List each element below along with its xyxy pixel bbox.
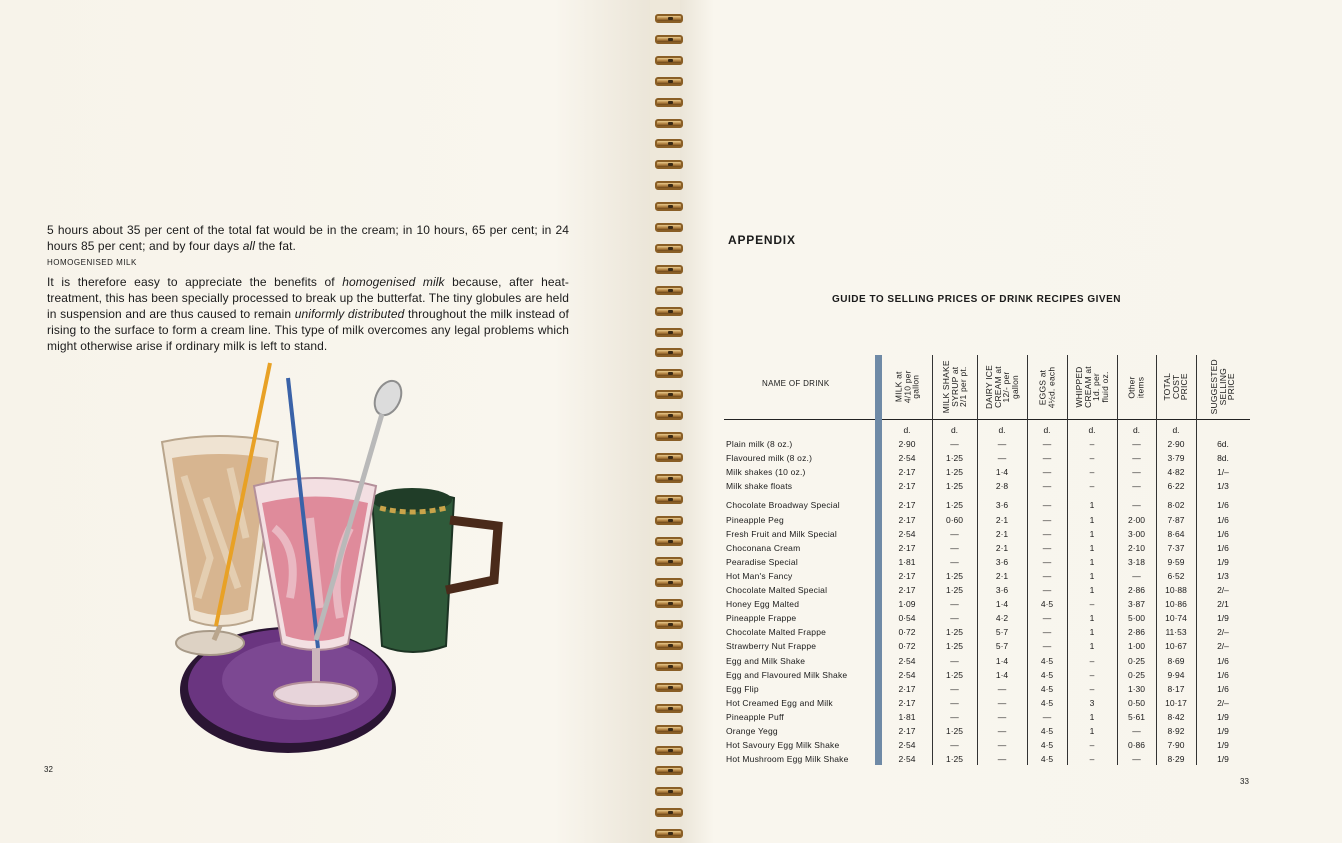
table-row [724, 451, 1250, 465]
table-cell: 0·25 [1127, 655, 1145, 666]
table-cell: 2·54 [898, 740, 916, 751]
table-cell: 2·17 [898, 570, 916, 581]
table-row [724, 555, 1250, 569]
page-number-right: 33 [1240, 777, 1249, 786]
drink-name: Plain milk (8 oz.) [726, 439, 793, 449]
table-cell: 1·25 [945, 500, 963, 511]
table-cell: 1/– [1217, 467, 1229, 478]
table-cell: 0·60 [945, 514, 963, 525]
table-row [724, 654, 1250, 668]
table-cell: — [1042, 556, 1052, 567]
column-header: SUGGESTED SELLING PRICE [1209, 359, 1237, 415]
table-cell: 1·25 [945, 754, 963, 765]
binding-coil [655, 557, 683, 566]
table-cell: 3·18 [1127, 556, 1145, 567]
drink-name: Hot Mushroom Egg Milk Shake [726, 754, 849, 765]
table-cell: 2·86 [1127, 627, 1145, 638]
table-cell: 1 [1089, 528, 1095, 539]
binding-coil [655, 265, 683, 274]
binding-coil [655, 14, 683, 23]
binding-coil [655, 411, 683, 420]
drink-name: Pineapple Puff [726, 711, 784, 722]
binding-coil [655, 495, 683, 504]
table-cell: 2·54 [898, 528, 916, 539]
unit-cell: d. [1043, 425, 1051, 435]
table-cell: — [1042, 467, 1052, 478]
name-of-drink-header: NAME OF DRINK [762, 379, 830, 388]
binding-coil [655, 390, 683, 399]
table-cell: 5·7 [995, 641, 1009, 652]
binding-coil [655, 704, 683, 713]
table-cell: — [950, 542, 959, 553]
binding-coil [655, 35, 683, 44]
binding-coil [655, 599, 683, 608]
table-cell: 4·5 [1040, 669, 1054, 680]
table-cell: 2·54 [898, 669, 916, 680]
table-cell: — [950, 613, 959, 624]
table-cell: 10·17 [1165, 697, 1187, 708]
table-row [724, 724, 1250, 738]
binding-coil [655, 662, 683, 671]
table-row [724, 696, 1250, 710]
table-cell: 1/6 [1217, 542, 1229, 553]
table-cell: — [1132, 754, 1141, 765]
table-cell: 1/6 [1217, 528, 1229, 539]
binding-coil [655, 746, 683, 755]
unit-cell: d. [950, 425, 959, 435]
table-cell: 3·00 [1127, 528, 1145, 539]
table-row [724, 479, 1250, 493]
table-cell: 10·74 [1165, 613, 1187, 624]
binding-coil [655, 139, 683, 148]
table-row [724, 498, 1250, 512]
table-cell: 7·37 [1167, 542, 1185, 553]
table-cell: 8·69 [1167, 655, 1185, 666]
price-table [724, 355, 1250, 767]
table-cell: 0·54 [898, 613, 916, 624]
table-cell: 1·09 [898, 599, 916, 610]
table-cell: 3·6 [995, 585, 1009, 595]
table-cell: 4·2 [995, 613, 1009, 624]
table-row [724, 527, 1250, 541]
table-cell: 1 [1089, 514, 1095, 525]
table-cell: — [1042, 641, 1052, 652]
table-cell: — [1132, 726, 1141, 736]
table-cell: 1/9 [1217, 613, 1229, 624]
column-header: MILK SHAKE SYRUP at 2/1 per pt. [940, 360, 968, 414]
table-cell: 2·8 [995, 481, 1009, 492]
table-cell: 1/9 [1217, 726, 1229, 736]
table-cell: 1·4 [995, 669, 1009, 680]
table-cell: 1·25 [945, 585, 963, 595]
unit-cell: d. [1172, 425, 1180, 435]
table-cell: 2·90 [898, 439, 916, 449]
drink-name: Chocolate Broadway Special [726, 500, 840, 511]
table-cell: — [1042, 585, 1052, 595]
table-cell: 4·5 [1040, 726, 1054, 736]
table-cell: 2·1 [995, 542, 1009, 553]
table-cell: 10·88 [1165, 585, 1187, 595]
table-cell: — [1132, 500, 1141, 511]
table-cell: 3·6 [995, 556, 1009, 567]
table-cell: 9·59 [1167, 556, 1185, 567]
table-title: GUIDE TO SELLING PRICES OF DRINK RECIPES GIVEN [832, 294, 1121, 305]
table-row [724, 752, 1250, 766]
binding-coil [655, 725, 683, 734]
table-cell: 3·87 [1127, 599, 1145, 610]
table-cell: 0·86 [1127, 740, 1145, 751]
table-row [724, 597, 1250, 611]
table-cell: — [1132, 481, 1141, 492]
table-cell: 4·5 [1040, 599, 1054, 610]
table-cell: — [1042, 711, 1052, 722]
table-cell: 2/– [1217, 641, 1229, 652]
drink-name: Orange Yegg [726, 726, 778, 736]
table-cell: 2·1 [995, 528, 1009, 539]
table-cell: — [1042, 481, 1052, 492]
table-cell: 8·64 [1167, 528, 1185, 539]
drink-name: Egg Flip [726, 683, 759, 694]
table-cell: 9·94 [1167, 669, 1185, 680]
table-cell: — [1042, 439, 1052, 449]
table-cell: — [950, 439, 959, 449]
table-cell: 1 [1089, 613, 1095, 624]
column-header: Other items [1126, 375, 1146, 399]
table-cell: 2·54 [898, 655, 916, 666]
table-cell: 2/– [1217, 627, 1229, 638]
table-cell: 1·4 [995, 467, 1009, 478]
table-row [724, 611, 1250, 625]
drink-name: Hot Savoury Egg Milk Shake [726, 740, 840, 751]
binding-coil [655, 829, 683, 838]
table-cell: – [1089, 599, 1095, 610]
table-cell: — [1042, 613, 1052, 624]
table-row [724, 569, 1250, 583]
table-cell: 2·17 [898, 585, 916, 595]
table-cell: 1 [1089, 711, 1095, 722]
table-cell: – [1089, 683, 1095, 694]
drink-name: Choconana Cream [726, 542, 801, 553]
table-cell: — [1042, 453, 1052, 464]
table-cell: — [1132, 570, 1141, 581]
table-cell: 2·90 [1167, 439, 1185, 449]
binding-coil [655, 474, 683, 483]
table-cell: 1/6 [1217, 514, 1229, 525]
table-row [724, 625, 1250, 639]
units-row [724, 423, 1250, 437]
binding-coil [655, 348, 683, 357]
drink-name: Milk shake floats [726, 481, 793, 492]
table-cell: 6d. [1217, 439, 1229, 449]
drink-name: Strawberry Nut Frappe [726, 641, 817, 652]
table-cell: 2·54 [898, 453, 916, 464]
table-cell: 2·17 [898, 514, 916, 525]
unit-cell: d. [903, 425, 911, 435]
table-row [724, 710, 1250, 724]
table-row [724, 437, 1250, 451]
drink-name: Hot Creamed Egg and Milk [726, 697, 833, 708]
table-cell: — [1042, 570, 1052, 581]
table-cell: 2·17 [898, 481, 916, 492]
table-cell: 3·79 [1167, 453, 1185, 464]
table-cell: 2·17 [898, 697, 916, 708]
table-cell: — [1042, 627, 1052, 638]
binding-coil [655, 181, 683, 190]
column-header: DAIRY ICE CREAM at 12/- per gallon [983, 364, 1020, 410]
table-cell: 1·25 [945, 726, 963, 736]
table-row [724, 465, 1250, 479]
table-cell: 0·25 [1127, 669, 1145, 680]
table-cell: 1 [1089, 726, 1095, 736]
binding-coil [655, 453, 683, 462]
table-cell: 1 [1089, 556, 1095, 567]
drink-name: Pearadise Special [726, 556, 798, 567]
table-cell: 1 [1089, 585, 1095, 595]
table-cell: — [1042, 528, 1052, 539]
table-cell: 2·00 [1127, 514, 1145, 525]
table-cell: 1·81 [898, 711, 916, 722]
drink-name: Flavoured milk (8 oz.) [726, 453, 813, 464]
table-cell: — [997, 711, 1007, 722]
table-cell: 1·25 [945, 570, 963, 581]
table-cell: — [997, 683, 1007, 694]
table-cell: – [1089, 467, 1095, 478]
column-header: MILK at 4/10 per gallon [893, 370, 921, 404]
drink-name: Chocolate Malted Frappe [726, 627, 827, 638]
table-cell: — [997, 697, 1007, 708]
drink-name: Hot Man's Fancy [726, 570, 793, 581]
paragraph-intro: 5 hours about 35 per cent of the total fat would be in the cream; in 10 hours, 65 per cent; in 24 hours 85 per cent; and by four days all the fat. [47, 223, 569, 254]
binding-coil [655, 620, 683, 629]
table-cell: 2/– [1217, 697, 1229, 708]
table-cell: 8·42 [1167, 711, 1185, 722]
table-cell: 8·29 [1167, 754, 1185, 765]
table-cell: 8d. [1217, 453, 1229, 464]
binding-coil [655, 683, 683, 692]
table-cell: 10·67 [1165, 641, 1187, 652]
binding-coil [655, 432, 683, 441]
table-cell: 8·17 [1167, 683, 1185, 694]
table-cell: 3 [1089, 697, 1095, 708]
table-cell: 5·7 [995, 627, 1009, 638]
table-cell: 2·54 [898, 754, 916, 765]
table-cell: 4·5 [1040, 754, 1054, 765]
table-cell: 10·86 [1165, 599, 1187, 610]
table-cell: 8·02 [1167, 500, 1185, 511]
binding-coil [655, 98, 683, 107]
table-cell: – [1089, 754, 1095, 765]
table-cell: 1·4 [995, 599, 1009, 610]
table-cell: – [1089, 453, 1095, 464]
table-cell: 1 [1089, 570, 1095, 581]
table-cell: 1·25 [945, 467, 963, 478]
table-cell: — [950, 697, 959, 708]
table-cell: 1 [1089, 627, 1095, 638]
drink-name: Pineapple Peg [726, 514, 784, 525]
table-cell: 1/6 [1217, 669, 1229, 680]
binding-coil [655, 119, 683, 128]
table-row [724, 738, 1250, 752]
table-cell: 4·82 [1167, 467, 1185, 478]
body-text [47, 222, 569, 355]
table-cell: — [950, 655, 959, 666]
table-cell: — [997, 740, 1007, 751]
table-row [724, 682, 1250, 696]
unit-cell: d. [998, 425, 1006, 435]
binding-coil [655, 516, 683, 525]
table-cell: 1·25 [945, 481, 963, 492]
table-cell: — [1132, 439, 1141, 449]
column-header: WHIPPED CREAM at 1d. per fluid oz. [1074, 366, 1110, 408]
table-cell: – [1089, 669, 1095, 680]
table-cell: — [1132, 453, 1141, 464]
table-cell: 4·5 [1040, 740, 1054, 751]
table-cell: 2·17 [898, 683, 916, 694]
table-cell: 1·25 [945, 627, 963, 638]
paragraph-homogenised: It is therefore easy to appreciate the benefits of homogenised milk because, after heat-treatment, this has been specially processed to break up the butterfat. The tiny globules are held in suspension and are thus caused to remain uniformly distributed throughout the milk instead of rising to the surface to form a cream line. This type of milk overcomes any legal problems which might otherwise arise if ordinary milk is left to stand. [47, 274, 569, 354]
table-cell: 1·4 [995, 655, 1009, 666]
table-cell: 7·90 [1167, 740, 1185, 751]
table-cell: 1/3 [1217, 570, 1229, 581]
table-cell: 2·17 [898, 726, 916, 736]
table-cell: 2·10 [1127, 542, 1145, 553]
table-cell: 2·86 [1127, 585, 1145, 595]
drink-name: Honey Egg Malted [726, 599, 800, 610]
drink-name: Chocolate Malted Special [726, 585, 828, 595]
table-cell: 7·87 [1167, 514, 1185, 525]
binding-coil [655, 328, 683, 337]
table-cell: 1·25 [945, 641, 963, 652]
table-cell: 8·92 [1167, 726, 1185, 736]
table-cell: 5·00 [1127, 613, 1145, 624]
table-cell: 1·30 [1127, 683, 1145, 694]
table-cell: — [997, 726, 1007, 736]
table-cell: – [1089, 740, 1095, 751]
table-cell: 2·17 [898, 500, 916, 511]
binding-coil [655, 160, 683, 169]
table-cell: 1/6 [1217, 683, 1229, 694]
header-rule [724, 419, 1250, 420]
table-cell: — [1042, 542, 1052, 553]
table-cell: — [950, 740, 959, 751]
table-cell: 2·17 [898, 467, 916, 478]
page-number-left: 32 [44, 765, 53, 774]
table-cell: — [950, 528, 959, 539]
table-cell: — [997, 453, 1007, 464]
table-row [724, 513, 1250, 527]
binding-coil [655, 766, 683, 775]
table-cell: 1/3 [1217, 481, 1229, 492]
table-cell: 4·5 [1040, 655, 1054, 666]
binding-coil [655, 202, 683, 211]
binding-coil [655, 641, 683, 650]
table-cell: – [1089, 481, 1095, 492]
milkshake-glasses-illustration [150, 358, 510, 763]
subheading-homogenised-milk: HOMOGENISED MILK [47, 258, 137, 268]
table-cell: — [950, 683, 959, 694]
table-cell: 2·1 [995, 514, 1009, 525]
table-cell: 1·25 [945, 453, 963, 464]
binding-coil [655, 244, 683, 253]
table-cell: 1/6 [1217, 655, 1229, 666]
table-cell: — [950, 599, 959, 610]
table-cell: — [1042, 514, 1052, 525]
drink-name: Egg and Milk Shake [726, 655, 806, 666]
table-cell: 4·5 [1040, 697, 1054, 708]
table-cell: 1·00 [1127, 641, 1145, 652]
table-cell: 0·72 [898, 641, 916, 652]
binding-coil [655, 307, 683, 316]
drink-name: Pineapple Frappe [726, 613, 797, 624]
table-cell: 4·5 [1040, 683, 1054, 694]
table-cell: – [1089, 439, 1095, 449]
table-cell: 2/1 [1217, 599, 1229, 610]
table-cell: 0·50 [1127, 697, 1145, 708]
table-cell: — [1132, 467, 1141, 478]
table-cell: — [997, 754, 1007, 765]
binding-coil [655, 369, 683, 378]
table-cell: 1/6 [1217, 500, 1229, 511]
table-cell: 2·17 [898, 542, 916, 553]
binding-coil [655, 286, 683, 295]
table-cell: 1 [1089, 500, 1095, 511]
binding-coil [655, 537, 683, 546]
table-cell: 1·81 [898, 556, 916, 567]
binding-coil [655, 787, 683, 796]
drink-name: Fresh Fruit and Milk Special [726, 528, 837, 539]
table-cell: 2/– [1217, 585, 1229, 595]
table-cell: 2·1 [995, 570, 1009, 581]
column-header: EGGS at 4½d. each [1037, 366, 1056, 408]
table-cell: — [950, 711, 959, 722]
table-row [724, 583, 1250, 597]
table-cell: 1 [1089, 641, 1095, 652]
table-cell: – [1089, 655, 1095, 666]
table-cell: 6·22 [1167, 481, 1185, 492]
table-row [724, 668, 1250, 682]
table-row [724, 541, 1250, 555]
binding-coil [655, 56, 683, 65]
binding-coil [655, 223, 683, 232]
table-cell: 6·52 [1167, 570, 1185, 581]
column-header: TOTAL COST PRICE [1162, 373, 1190, 401]
table-cell: 5·61 [1127, 711, 1145, 722]
table-cell: 0·72 [898, 627, 916, 638]
unit-cell: d. [1132, 425, 1141, 435]
table-cell: — [950, 556, 959, 567]
table-cell: 11·53 [1165, 627, 1187, 638]
unit-cell: d. [1088, 425, 1096, 435]
drink-name: Egg and Flavoured Milk Shake [726, 669, 848, 680]
table-cell: 1·25 [945, 669, 963, 680]
table-cell: 3·6 [995, 500, 1009, 511]
binding-coil [655, 808, 683, 817]
appendix-heading: APPENDIX [728, 233, 796, 247]
table-cell: — [997, 439, 1007, 449]
binding-coil [655, 77, 683, 86]
drink-name: Milk shakes (10 oz.) [726, 467, 806, 478]
table-cell: 1/9 [1217, 754, 1229, 765]
table-row [724, 639, 1250, 653]
table-cell: — [1042, 500, 1052, 511]
table-cell: 1 [1089, 542, 1095, 553]
binding-coil [655, 578, 683, 587]
table-cell: 1/9 [1217, 711, 1229, 722]
table-cell: 1/9 [1217, 556, 1229, 567]
table-cell: 1/9 [1217, 740, 1229, 751]
